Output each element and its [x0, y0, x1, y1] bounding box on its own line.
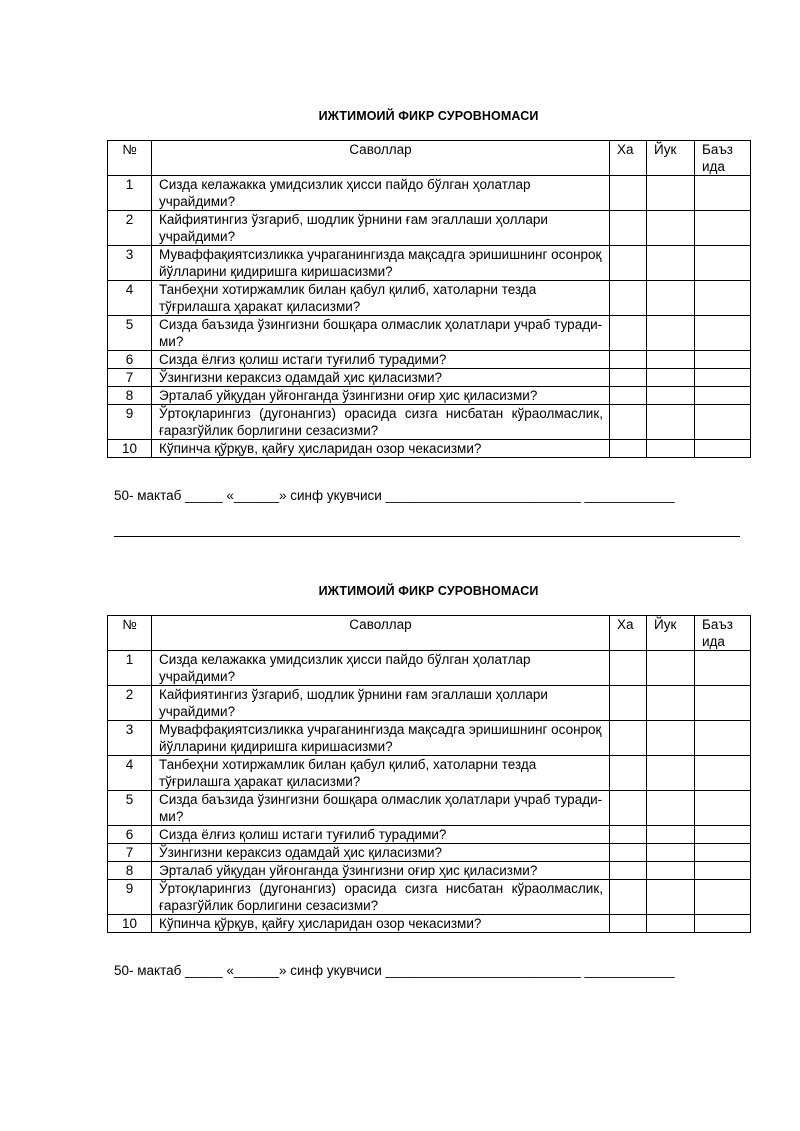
answer-sometimes-cell[interactable]: [695, 316, 751, 351]
answer-no-cell[interactable]: [647, 915, 695, 933]
answer-yes-cell[interactable]: [610, 756, 647, 791]
answer-no-cell[interactable]: [647, 721, 695, 756]
answer-sometimes-cell[interactable]: [695, 862, 751, 880]
answer-yes-cell[interactable]: [610, 880, 647, 915]
answer-no-cell[interactable]: [647, 405, 695, 440]
answer-sometimes-cell[interactable]: [695, 211, 751, 246]
question-text: Ўзингизни кераксиз одамдай ҳис қиласизми?: [152, 369, 610, 387]
answer-sometimes-cell[interactable]: [695, 915, 751, 933]
answer-yes-cell[interactable]: [610, 844, 647, 862]
table-row: [108, 880, 751, 915]
table-row: [108, 791, 751, 826]
row-number: 5: [108, 791, 152, 826]
header-yes: Ха: [610, 141, 647, 176]
question-text: Эрталаб уйқудан уйғонганда ўзингизни оғир ҳис қиласизми?: [152, 862, 610, 880]
row-number: 1: [108, 651, 152, 686]
answer-yes-cell[interactable]: [610, 176, 647, 211]
survey-title: ИЖТИМОИЙ ФИКР СУРОВНОМАСИ: [318, 584, 539, 598]
question-text: Ўртоқларингиз (дугонангиз) орасида сизга нисбатан кўраолмаслик, ғаразгўйлик борлигини сезасизми?: [152, 405, 610, 440]
answer-no-cell[interactable]: [647, 686, 695, 721]
row-number: 3: [108, 246, 152, 281]
row-number: 9: [108, 880, 152, 915]
answer-sometimes-cell[interactable]: [695, 721, 751, 756]
row-number: 6: [108, 351, 152, 369]
row-number: 8: [108, 387, 152, 405]
answer-yes-cell[interactable]: [610, 369, 647, 387]
answer-sometimes-cell[interactable]: [695, 176, 751, 211]
header-yes: Ха: [610, 616, 647, 651]
answer-no-cell[interactable]: [647, 387, 695, 405]
survey-table: [107, 615, 751, 933]
separator-line: [114, 536, 740, 537]
row-number: 7: [108, 844, 152, 862]
answer-sometimes-cell[interactable]: [695, 440, 751, 458]
answer-no-cell[interactable]: [647, 651, 695, 686]
table-row: [108, 686, 751, 721]
answer-no-cell[interactable]: [647, 791, 695, 826]
question-text: Муваффақиятсизликка учраганингизда мақсадга эришишнинг осонроқ йўлларини қидиришга киришасизми?: [152, 721, 610, 756]
table-row: [108, 387, 751, 405]
answer-yes-cell[interactable]: [610, 211, 647, 246]
table-row: [108, 316, 751, 351]
table-row: [108, 826, 751, 844]
answer-yes-cell[interactable]: [610, 686, 647, 721]
table-row: [108, 721, 751, 756]
question-text: Танбеҳни хотиржамлик билан қабул қилиб, хатоларни тезда тўғрилашга ҳаракат қиласизми?: [152, 281, 610, 316]
table-row: [108, 369, 751, 387]
header-sometimes: Баъз ида: [695, 141, 751, 176]
table-row: [108, 915, 751, 933]
answer-yes-cell[interactable]: [610, 316, 647, 351]
row-number: 4: [108, 281, 152, 316]
row-number: 10: [108, 915, 152, 933]
row-number: 6: [108, 826, 152, 844]
question-text: Сизда ёлғиз қолиш истаги туғилиб турадими?: [152, 826, 610, 844]
question-text: Кайфиятингиз ўзгариб, шодлик ўрнини ғам эгаллаши ҳоллари учрайдими?: [152, 686, 610, 721]
row-number: 2: [108, 686, 152, 721]
table-row: [108, 176, 751, 211]
answer-no-cell[interactable]: [647, 369, 695, 387]
header-questions: Саволлар: [152, 616, 610, 651]
table-row: [108, 211, 751, 246]
answer-sometimes-cell[interactable]: [695, 281, 751, 316]
answer-sometimes-cell[interactable]: [695, 246, 751, 281]
answer-yes-cell[interactable]: [610, 862, 647, 880]
answer-no-cell[interactable]: [647, 756, 695, 791]
answer-sometimes-cell[interactable]: [695, 387, 751, 405]
row-number: 10: [108, 440, 152, 458]
answer-sometimes-cell[interactable]: [695, 405, 751, 440]
table-row: [108, 351, 751, 369]
row-number: 4: [108, 756, 152, 791]
answer-yes-cell[interactable]: [610, 440, 647, 458]
answer-yes-cell[interactable]: [610, 246, 647, 281]
answer-yes-cell[interactable]: [610, 826, 647, 844]
answer-no-cell[interactable]: [647, 862, 695, 880]
answer-no-cell[interactable]: [647, 844, 695, 862]
answer-sometimes-cell[interactable]: [695, 686, 751, 721]
question-text: Сизда келажакка умидсизлик ҳисси пайдо бўлган ҳолатлар учрайдими?: [152, 651, 610, 686]
question-text: Сизда келажакка умидсизлик ҳисси пайдо бўлган ҳолатлар учрайдими?: [152, 176, 610, 211]
header-sometimes: Баъз ида: [695, 616, 751, 651]
header-no: Йук: [647, 141, 695, 176]
answer-no-cell[interactable]: [647, 880, 695, 915]
student-info-line: 50- мактаб _____ «______» синф укувчиси __________________________ ____________: [114, 488, 675, 503]
row-number: 5: [108, 316, 152, 351]
question-text: Ўртоқларингиз (дугонангиз) орасида сизга нисбатан кўраолмаслик, ғаразгўйлик борлигини сезасизми?: [152, 880, 610, 915]
question-text: Кайфиятингиз ўзгариб, шодлик ўрнини ғам эгаллаши ҳоллари учрайдими?: [152, 211, 610, 246]
question-text: Ўзингизни кераксиз одамдай ҳис қиласизми?: [152, 844, 610, 862]
question-text: Кўпинча қўрқув, қайғу ҳисларидан озор чекасизми?: [152, 440, 610, 458]
answer-sometimes-cell[interactable]: [695, 880, 751, 915]
answer-sometimes-cell[interactable]: [695, 651, 751, 686]
answer-no-cell[interactable]: [647, 440, 695, 458]
question-text: Танбеҳни хотиржамлик билан қабул қилиб, хатоларни тезда тўғрилашга ҳаракат қиласизми?: [152, 756, 610, 791]
answer-no-cell[interactable]: [647, 281, 695, 316]
survey-table: [107, 140, 751, 458]
question-text: Муваффақиятсизликка учраганингизда мақсадга эришишнинг осонроқ йўлларини қидиришга киришасизми?: [152, 246, 610, 281]
answer-sometimes-cell[interactable]: [695, 844, 751, 862]
table-header-row: [108, 616, 751, 651]
answer-sometimes-cell[interactable]: [695, 351, 751, 369]
question-text: Сизда баъзида ўзингизни бошқара олмаслик ҳолатлари учраб турадими?: [152, 791, 610, 826]
question-text: Кўпинча қўрқув, қайғу ҳисларидан озор чекасизми?: [152, 915, 610, 933]
answer-no-cell[interactable]: [647, 351, 695, 369]
survey-title: ИЖТИМОИЙ ФИКР СУРОВНОМАСИ: [318, 109, 539, 123]
student-info-line: 50- мактаб _____ «______» синф укувчиси __________________________ ____________: [114, 963, 675, 978]
answer-sometimes-cell[interactable]: [695, 826, 751, 844]
answer-yes-cell[interactable]: [610, 351, 647, 369]
answer-no-cell[interactable]: [647, 176, 695, 211]
row-number: 7: [108, 369, 152, 387]
question-text: Эрталаб уйқудан уйғонганда ўзингизни оғир ҳис қиласизми?: [152, 387, 610, 405]
answer-sometimes-cell[interactable]: [695, 791, 751, 826]
question-text: Сизда ёлғиз қолиш истаги туғилиб турадими?: [152, 351, 610, 369]
row-number: 3: [108, 721, 152, 756]
row-number: 8: [108, 862, 152, 880]
answer-yes-cell[interactable]: [610, 915, 647, 933]
answer-yes-cell[interactable]: [610, 387, 647, 405]
answer-yes-cell[interactable]: [610, 721, 647, 756]
table-header-row: [108, 141, 751, 176]
table-row: [108, 440, 751, 458]
header-number: №: [108, 616, 152, 651]
answer-yes-cell[interactable]: [610, 405, 647, 440]
question-text: Сизда баъзида ўзингизни бошқара олмаслик ҳолатлари учраб турадими?: [152, 316, 610, 351]
answer-yes-cell[interactable]: [610, 791, 647, 826]
table-row: [108, 651, 751, 686]
answer-yes-cell[interactable]: [610, 281, 647, 316]
table-row: [108, 844, 751, 862]
row-number: 9: [108, 405, 152, 440]
answer-yes-cell[interactable]: [610, 651, 647, 686]
table-row: [108, 246, 751, 281]
answer-no-cell[interactable]: [647, 826, 695, 844]
row-number: 2: [108, 211, 152, 246]
header-number: №: [108, 141, 152, 176]
header-questions: Саволлар: [152, 141, 610, 176]
answer-no-cell[interactable]: [647, 211, 695, 246]
answer-no-cell[interactable]: [647, 316, 695, 351]
header-no: Йук: [647, 616, 695, 651]
table-row: [108, 756, 751, 791]
table-row: [108, 862, 751, 880]
table-row: [108, 281, 751, 316]
answer-sometimes-cell[interactable]: [695, 756, 751, 791]
answer-no-cell[interactable]: [647, 246, 695, 281]
answer-sometimes-cell[interactable]: [695, 369, 751, 387]
table-row: [108, 405, 751, 440]
row-number: 1: [108, 176, 152, 211]
